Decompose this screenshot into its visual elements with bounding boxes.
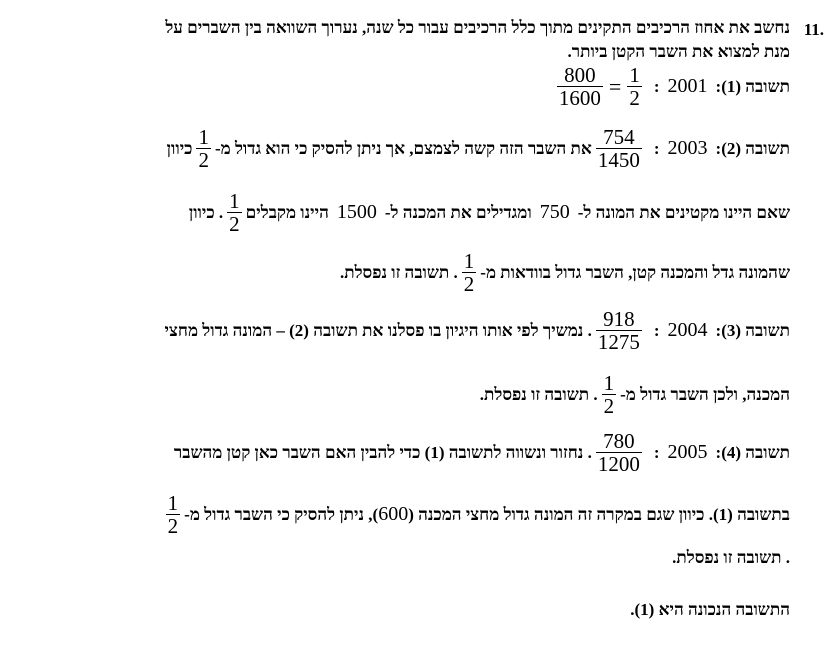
answer-1-label: תשובה (1) — [721, 76, 790, 96]
answer-2-denominator: 1450 — [597, 148, 640, 173]
answer-4-line-1: תשובה (4) : 2005 : $\frac{780}{1200}$ . נחזור ונשווה לתשובה (1) כדי להבין האם השבר כאן קטן מהשבר — [173, 429, 790, 477]
half-denominator: 2 — [463, 272, 475, 297]
answer-4-text-3: . תשובה זו נפסלת. — [672, 548, 790, 567]
answer-2-text-1: את השבר הזה קשה לצמצם, אך ניתן להסיק כי הוא גדול מ- — [214, 138, 592, 158]
intro-text-1: נחשב את אחוז הרכיבים התקינים מתוך כלל הרכיבים עבור כל שנה, נערוך השוואה בין השברים על — [165, 18, 790, 37]
answer-4-year: 2005 — [667, 441, 708, 464]
answer-1-numerator: 800 — [564, 63, 596, 87]
answer-2-line-2 — [189, 190, 790, 235]
answer-3-half-fraction — [602, 372, 617, 417]
half-denominator: 2 — [167, 514, 179, 539]
number-1500: 1500 — [336, 201, 377, 224]
answer-4-half-fraction — [166, 492, 181, 537]
answer-3-line-2 — [480, 372, 790, 417]
answer-3-line-1: תשובה (3) : 2004 : $\frac{918}{1275}$ . נמשיך לפי אותו היגיון בו פסלנו את תשובה (2) – המונה גדול מחצי — [164, 307, 790, 355]
half-numerator: 1 — [198, 125, 209, 149]
number-750: 750 — [539, 201, 570, 224]
answer-1-year: 2001 — [667, 75, 708, 98]
answer-3-text-2b: . תשובה זו נפסלת. — [479, 384, 598, 404]
answer-1-half-denominator: 2 — [629, 86, 640, 111]
answer-2-text-2c: היינו מקבלים — [245, 202, 329, 222]
answer-1-line: תשובה (1) : 2001 : $\frac{1}{2}$ = $\frac{800}{1600}$ — [558, 63, 790, 111]
number-600: 600 — [378, 503, 409, 526]
answer-3-denominator: 1275 — [597, 330, 640, 355]
half-numerator: 1 — [167, 491, 179, 515]
conclusion-text: התשובה הנכונה היא (1). — [630, 600, 790, 619]
answer-1-fraction — [557, 64, 603, 109]
answer-3-text-2a: המכנה, ולכן השבר גדול מ- — [620, 384, 790, 404]
half-numerator: 1 — [463, 249, 475, 273]
answer-3-year: 2004 — [667, 319, 708, 342]
answer-2-label: תשובה (2) — [721, 138, 790, 158]
half-numerator: 1 — [603, 371, 615, 395]
answer-1-denominator: 1600 — [558, 86, 601, 111]
answer-4-denominator: 1200 — [597, 452, 640, 477]
answer-1-fraction-half — [627, 64, 642, 109]
answer-2-numerator: 754 — [603, 125, 635, 149]
half-denominator: 2 — [198, 148, 209, 173]
conclusion — [630, 600, 790, 620]
answer-2-half-fraction-3 — [462, 250, 477, 295]
answer-3-label: תשובה (3) — [721, 320, 790, 340]
answer-1-half-numerator: 1 — [629, 63, 640, 87]
answer-2-text-2b: ומגדילים את המכנה ל- — [384, 202, 532, 222]
answer-4-text-1: . נחזור ונשווה לתשובה (1) כדי להבין האם השבר כאן קטן מהשבר — [173, 442, 592, 462]
question-number: 11. — [803, 20, 824, 39]
answer-4-numerator: 780 — [603, 429, 635, 453]
answer-2-fraction — [596, 126, 642, 171]
answer-2-text-2d: . כיוון — [188, 202, 224, 222]
answer-2-text-3a: שהמונה גדל והמכנה קטן, השבר גדול בוודאות מ- — [480, 262, 790, 282]
answer-4-line-3 — [672, 548, 790, 568]
answer-2-year: 2003 — [667, 137, 708, 160]
answer-2-text-3b: . תשובה זו נפסלת. — [339, 262, 458, 282]
intro-line-2 — [567, 42, 790, 62]
half-numerator: 1 — [229, 189, 240, 213]
answer-2-half-fraction-2 — [227, 190, 242, 235]
answer-2-line-3 — [340, 250, 790, 295]
answer-2-half-fraction — [196, 126, 211, 171]
answer-4-fraction — [596, 430, 642, 475]
intro-text-2: מנת למצוא את השבר הקטן ביותר. — [567, 42, 790, 61]
answer-4-line-2 — [162, 492, 790, 537]
answer-4-text-2b: ), ניתן להסיק כי השבר גדול מ- — [184, 504, 379, 524]
answer-3-fraction — [596, 308, 642, 353]
intro-line-1 — [165, 18, 790, 38]
answer-3-text-1: . נמשיך לפי אותו היגיון בו פסלנו את תשובה (2) – המונה גדול מחצי — [164, 320, 592, 340]
answer-3-numerator: 918 — [603, 307, 635, 331]
answer-1-equals: = — [608, 73, 622, 99]
half-denominator: 2 — [603, 394, 615, 419]
answer-4-text-2a: בתשובה (1). כיוון שגם במקרה זה המונה גדול מחצי המכנה ( — [408, 504, 790, 524]
answer-2-line-1: תשובה (2) : 2003 : $\frac{754}{1450}$ את השבר הזה קשה לצמצם, אך ניתן להסיק כי הוא גדול מ- $\frac{1}{2}$ כיוון — [166, 125, 790, 173]
answer-2-text-1-end: כיוון — [166, 138, 193, 158]
answer-4-label: תשובה (4) — [721, 442, 790, 462]
half-denominator: 2 — [229, 212, 240, 237]
answer-2-text-2a: שאם היינו מקטינים את המונה ל- — [577, 202, 790, 222]
